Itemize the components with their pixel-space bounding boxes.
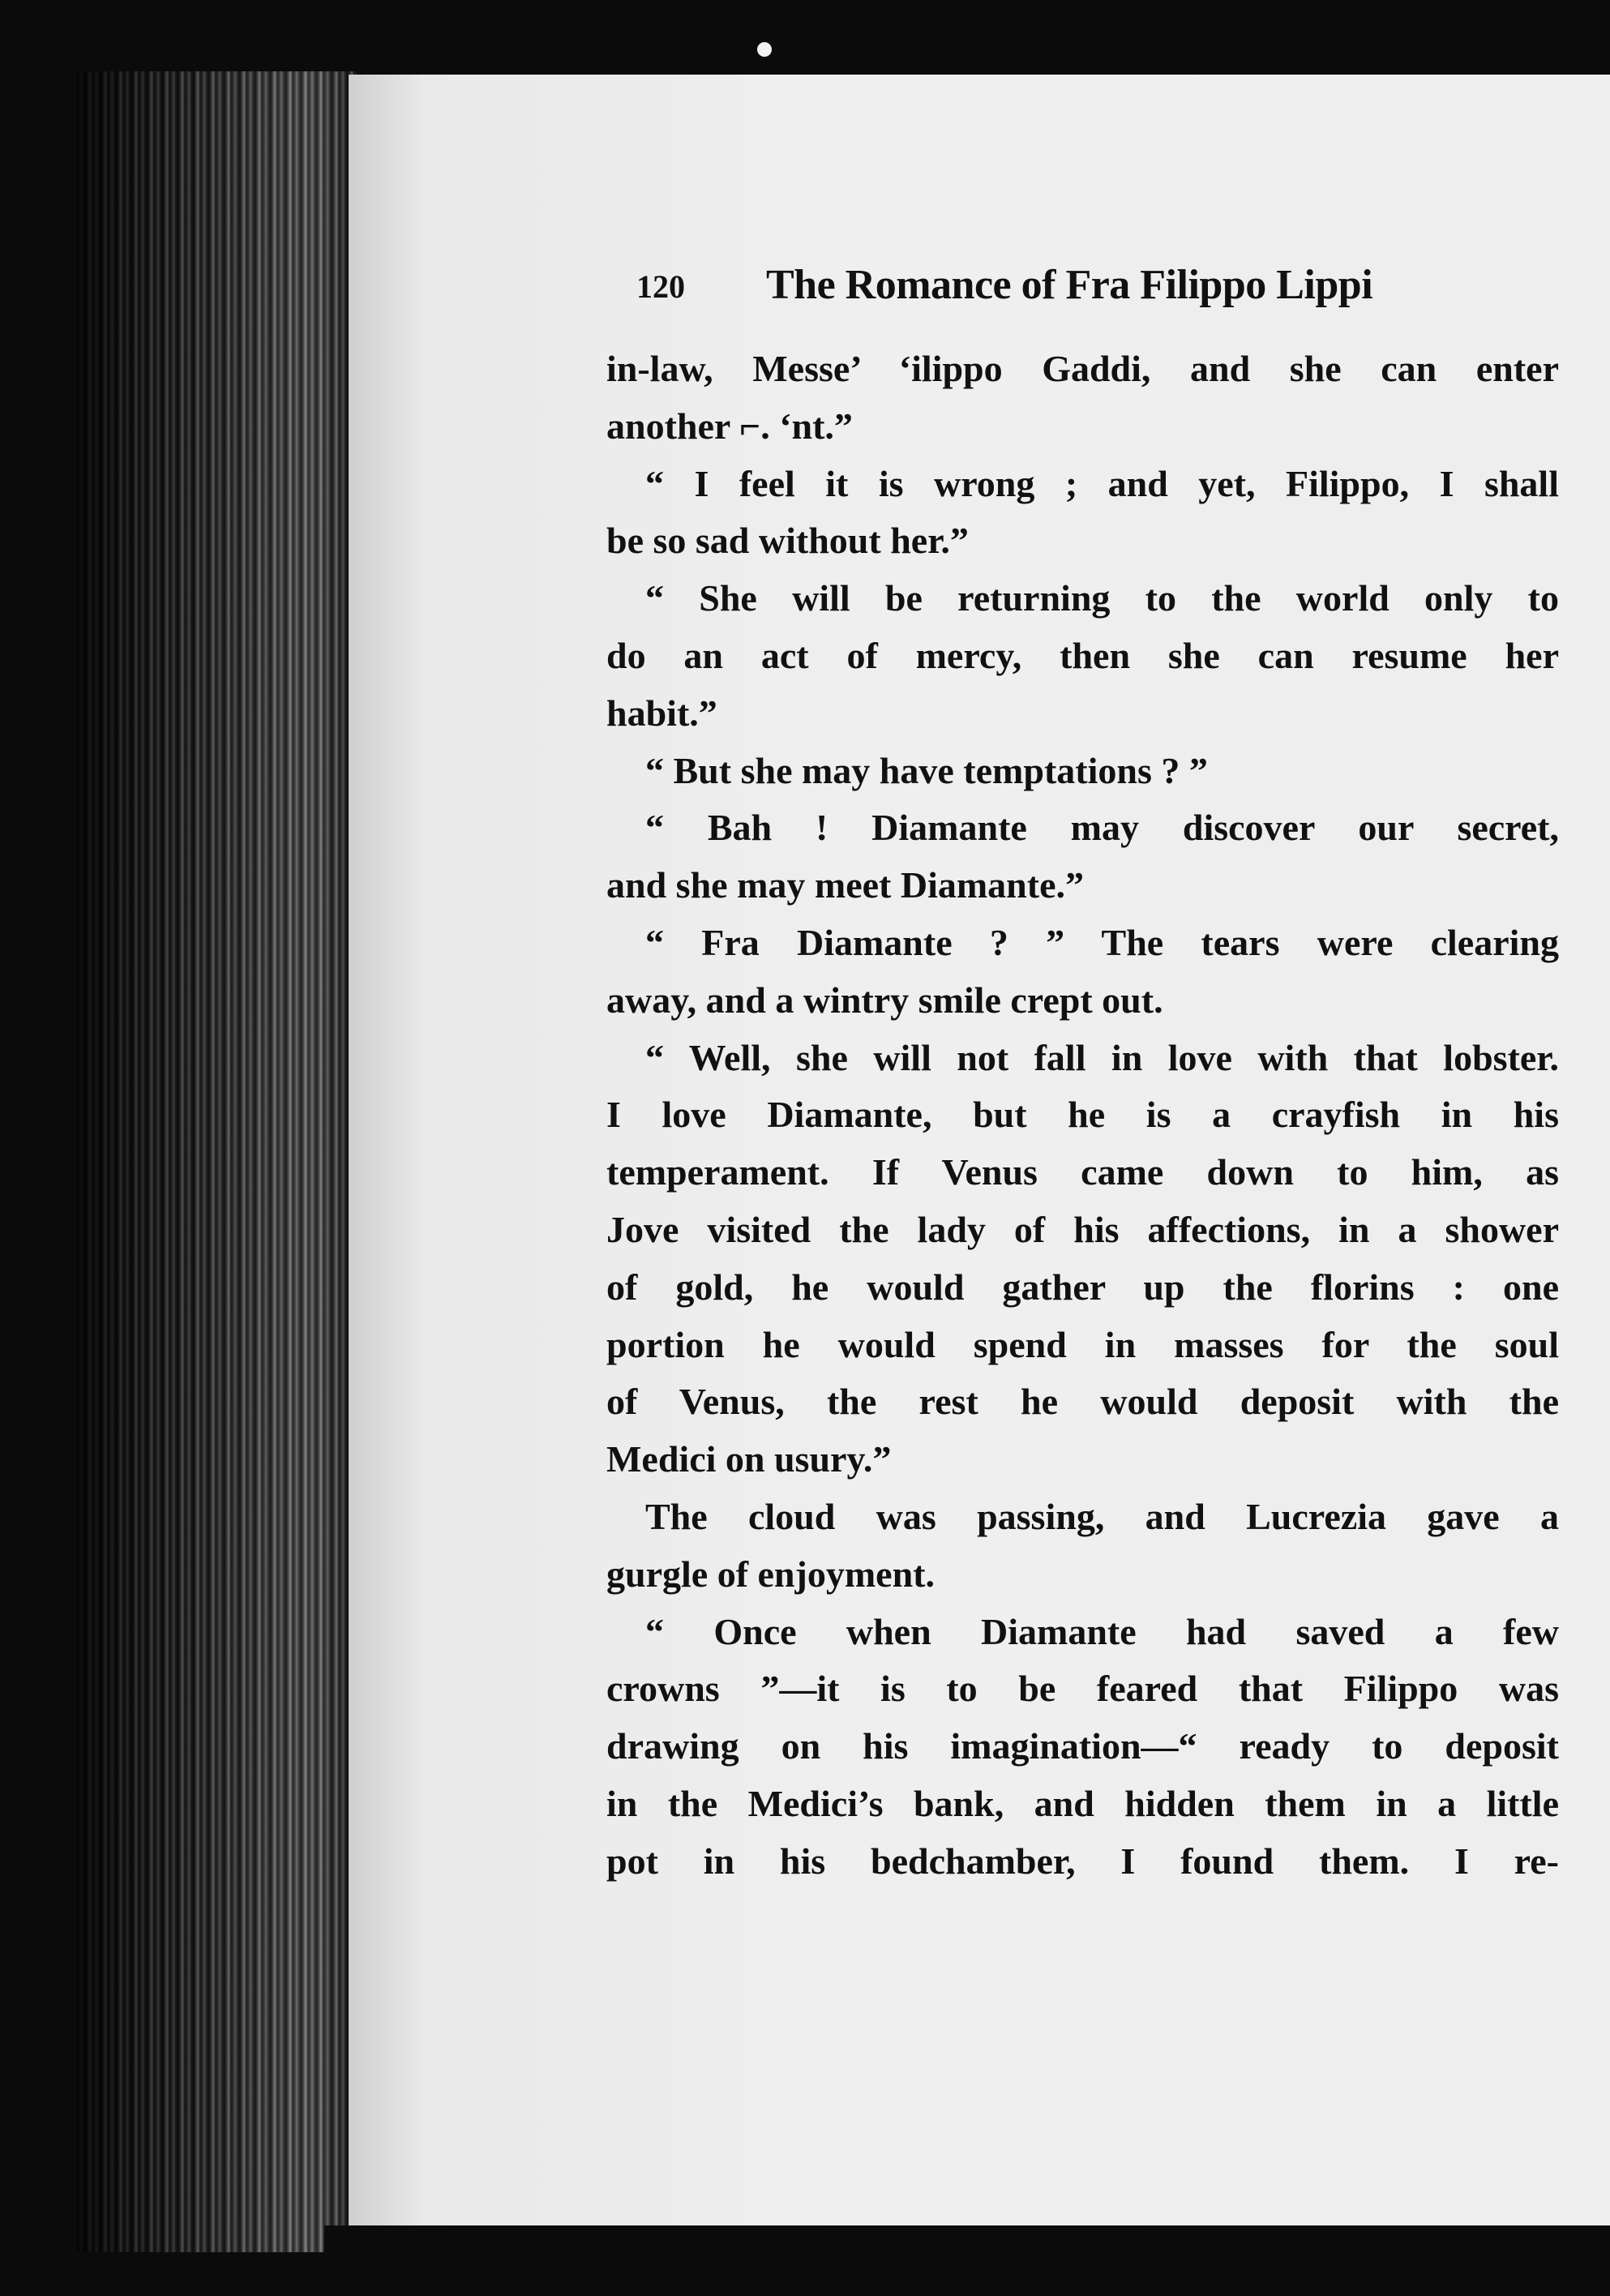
text-line: of Venus, the rest he would deposit with the: [606, 1381, 1559, 1423]
text-line: in-law, Messe’ ‘ilippo Gaddi, and she can enter: [606, 348, 1559, 389]
text-line: I love Diamante, but he is a crayfish in his: [606, 1094, 1559, 1136]
text-line: Medici on usury.”: [606, 1438, 892, 1480]
text-line: of gold, he would gather up the florins : one: [606, 1266, 1559, 1308]
text-line: “ Fra Diamante ? ” The tears were clearing: [645, 921, 1559, 963]
bottom-border: [324, 2225, 1610, 2296]
text-line: in the Medici’s bank, and hidden them in a little: [606, 1782, 1559, 1824]
text-line: habit.”: [606, 692, 717, 734]
text-line: Jove visited the lady of his affections, in a shower: [606, 1208, 1559, 1250]
text-line: do an act of mercy, then she can resume her: [606, 634, 1559, 676]
text-line: pot in his bedchamber, I found them. I re-: [606, 1840, 1559, 1882]
page-header: [636, 261, 1544, 318]
text-line: gurgle of enjoyment.: [606, 1553, 935, 1595]
text-line: and she may meet Diamante.”: [606, 864, 1084, 906]
text-line: another ⌐. ‘nt.”: [606, 405, 853, 447]
text-line: “ She will be returning to the world only to: [645, 577, 1559, 619]
text-line: “ Bah ! Diamante may discover our secret,: [645, 807, 1559, 849]
text-line: away, and a wintry smile crept out.: [606, 979, 1163, 1021]
text-line: “ Once when Diamante had saved a few: [645, 1610, 1559, 1652]
text-line: “ I feel it is wrong ; and yet, Filippo, I shall: [645, 462, 1559, 504]
scan-mark-dot: [757, 42, 772, 57]
text-line: drawing on his imagination—“ ready to deposit: [606, 1725, 1559, 1767]
running-title: The Romance of Fra Filippo Lippi: [766, 262, 1373, 308]
page-number: 120: [636, 268, 685, 305]
text-line: be so sad without her.”: [606, 520, 969, 562]
text-line: temperament. If Venus came down to him, as: [606, 1151, 1559, 1193]
text-line: crowns ”—it is to be feared that Filippo was: [606, 1668, 1559, 1710]
text-line: “ Well, she will not fall in love with that lobster.: [645, 1036, 1559, 1078]
gutter-shadow: [77, 71, 357, 2252]
body-text: [606, 341, 1559, 1891]
text-line: portion he would spend in masses for the soul: [606, 1323, 1559, 1365]
text-line: “ But she may have temptations ? ”: [645, 749, 1208, 791]
text-line: The cloud was passing, and Lucrezia gave a: [645, 1495, 1559, 1537]
